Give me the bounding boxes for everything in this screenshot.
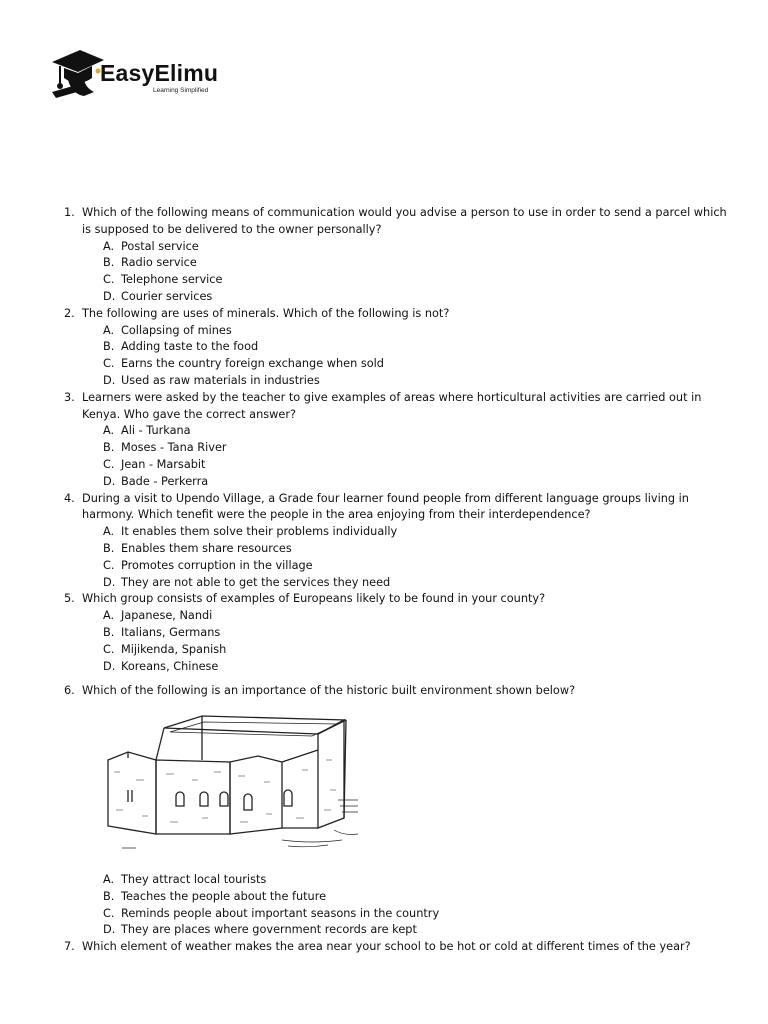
option-text: Promotes corruption in the village [121, 558, 313, 572]
question-item [64, 591, 729, 675]
answer-option [103, 289, 729, 306]
answer-option [103, 558, 729, 575]
question-number: 1. [64, 206, 75, 219]
question-text: Which of the following is an importance of the historic built environment shown below? [82, 684, 576, 698]
option-letter: A. [103, 872, 115, 886]
answer-option [103, 373, 729, 390]
question-text: Which of the following means of communication would you advise a person to use in order to send a parcel which is supposed to be delivered to the owner personally? [82, 206, 727, 236]
question-number: 7. [64, 940, 75, 954]
option-text: Ali - Turkana [121, 424, 191, 438]
option-text: It enables them solve their problems individually [121, 525, 398, 539]
option-letter: A. [103, 609, 115, 623]
option-text: Courier services [121, 289, 213, 303]
answer-option [103, 423, 729, 440]
question-list [64, 205, 729, 956]
option-text: Italians, Germans [121, 625, 221, 639]
option-letter: D. [103, 474, 116, 488]
answer-option [103, 922, 729, 939]
question-item [64, 491, 729, 592]
option-letter: B. [103, 625, 115, 639]
option-letter: D. [103, 373, 116, 387]
option-text: They are places where government records are kept [121, 923, 417, 937]
question-number: 6. [64, 684, 75, 698]
option-text: They attract local tourists [121, 872, 267, 886]
option-letter: D. [103, 923, 116, 937]
option-text: Used as raw materials in industries [121, 373, 320, 387]
question-number: 2. [64, 306, 75, 320]
question-text: The following are uses of minerals. Which of the following is not? [82, 306, 450, 320]
question-item [64, 306, 729, 390]
answer-option [103, 457, 729, 474]
answer-option [103, 272, 729, 289]
option-text: Enables them share resources [121, 541, 292, 555]
option-text: Bade - Perkerra [121, 474, 209, 488]
question-item [64, 390, 729, 491]
option-letter: B. [103, 256, 115, 270]
question-item [64, 205, 729, 306]
answer-option [103, 541, 729, 558]
option-text: Postal service [121, 239, 199, 253]
option-letter: C. [103, 273, 115, 287]
answer-option [103, 474, 729, 491]
option-letter: D. [103, 659, 116, 673]
answer-option [103, 356, 729, 373]
question-text: Which element of weather makes the area near your school to be hot or cold at different times of the year? [82, 940, 691, 954]
option-letter: A. [103, 239, 115, 253]
option-letter: C. [103, 906, 115, 920]
answer-option [103, 339, 729, 356]
option-letter: C. [103, 558, 115, 572]
logo-wordmark: EasyElimu [100, 60, 219, 86]
option-letter: C. [103, 642, 115, 656]
answer-option [103, 659, 729, 676]
answer-option [103, 524, 729, 541]
option-letter: D. [103, 575, 116, 589]
historic-fort-illustration [106, 710, 368, 852]
answer-option [103, 889, 729, 906]
question-number: 4. [64, 491, 75, 505]
answer-option [103, 255, 729, 272]
option-text: Jean - Marsabit [121, 457, 206, 471]
answer-option [103, 440, 729, 457]
option-text: Moses - Tana River [121, 441, 227, 455]
option-text: Reminds people about important seasons in the country [121, 906, 440, 920]
option-letter: B. [103, 340, 115, 354]
question-item [64, 939, 729, 956]
answer-option [103, 239, 729, 256]
option-text: Radio service [121, 256, 197, 270]
answer-option [103, 625, 729, 642]
option-letter: C. [103, 457, 115, 471]
option-letter: B. [103, 441, 115, 455]
option-text: Telephone service [121, 273, 223, 287]
option-letter: A. [103, 323, 115, 337]
question-text: During a visit to Upendo Village, a Grade four learner found people from different language groups living in harmony. Which tenefit were the people in the area enjoying from their interdependence? [82, 491, 689, 522]
answer-option [103, 608, 729, 625]
option-letter: B. [103, 889, 115, 903]
question-text: Learners were asked by the teacher to give examples of areas where horticultural activities are carried out in Kenya. Who gave the correct answer? [82, 390, 702, 421]
option-text: Earns the country foreign exchange when sold [121, 357, 384, 371]
question-text: Which group consists of examples of Europeans likely to be found in your county? [82, 592, 546, 606]
option-text: Koreans, Chinese [121, 659, 219, 673]
answer-option [103, 642, 729, 659]
answer-option [103, 575, 729, 592]
option-text: Mijikenda, Spanish [121, 642, 227, 656]
option-text: Japanese, Nandi [121, 609, 213, 623]
option-text: They are not able to get the services they need [121, 575, 391, 589]
answer-option [103, 872, 729, 889]
option-letter: C. [103, 357, 115, 371]
option-letter: A. [103, 424, 115, 438]
question-number: 3. [64, 390, 75, 404]
question-number: 5. [64, 592, 75, 606]
option-letter: A. [103, 525, 115, 539]
option-letter: B. [103, 541, 115, 555]
option-text: Teaches the people about the future [121, 889, 327, 903]
option-text: Collapsing of mines [121, 323, 232, 337]
answer-option [103, 906, 729, 923]
answer-option [103, 323, 729, 340]
logo-tagline: Learning Simplified [153, 87, 209, 94]
question-item [64, 683, 729, 939]
option-text: Adding taste to the food [121, 340, 259, 354]
option-letter: D. [103, 289, 116, 303]
